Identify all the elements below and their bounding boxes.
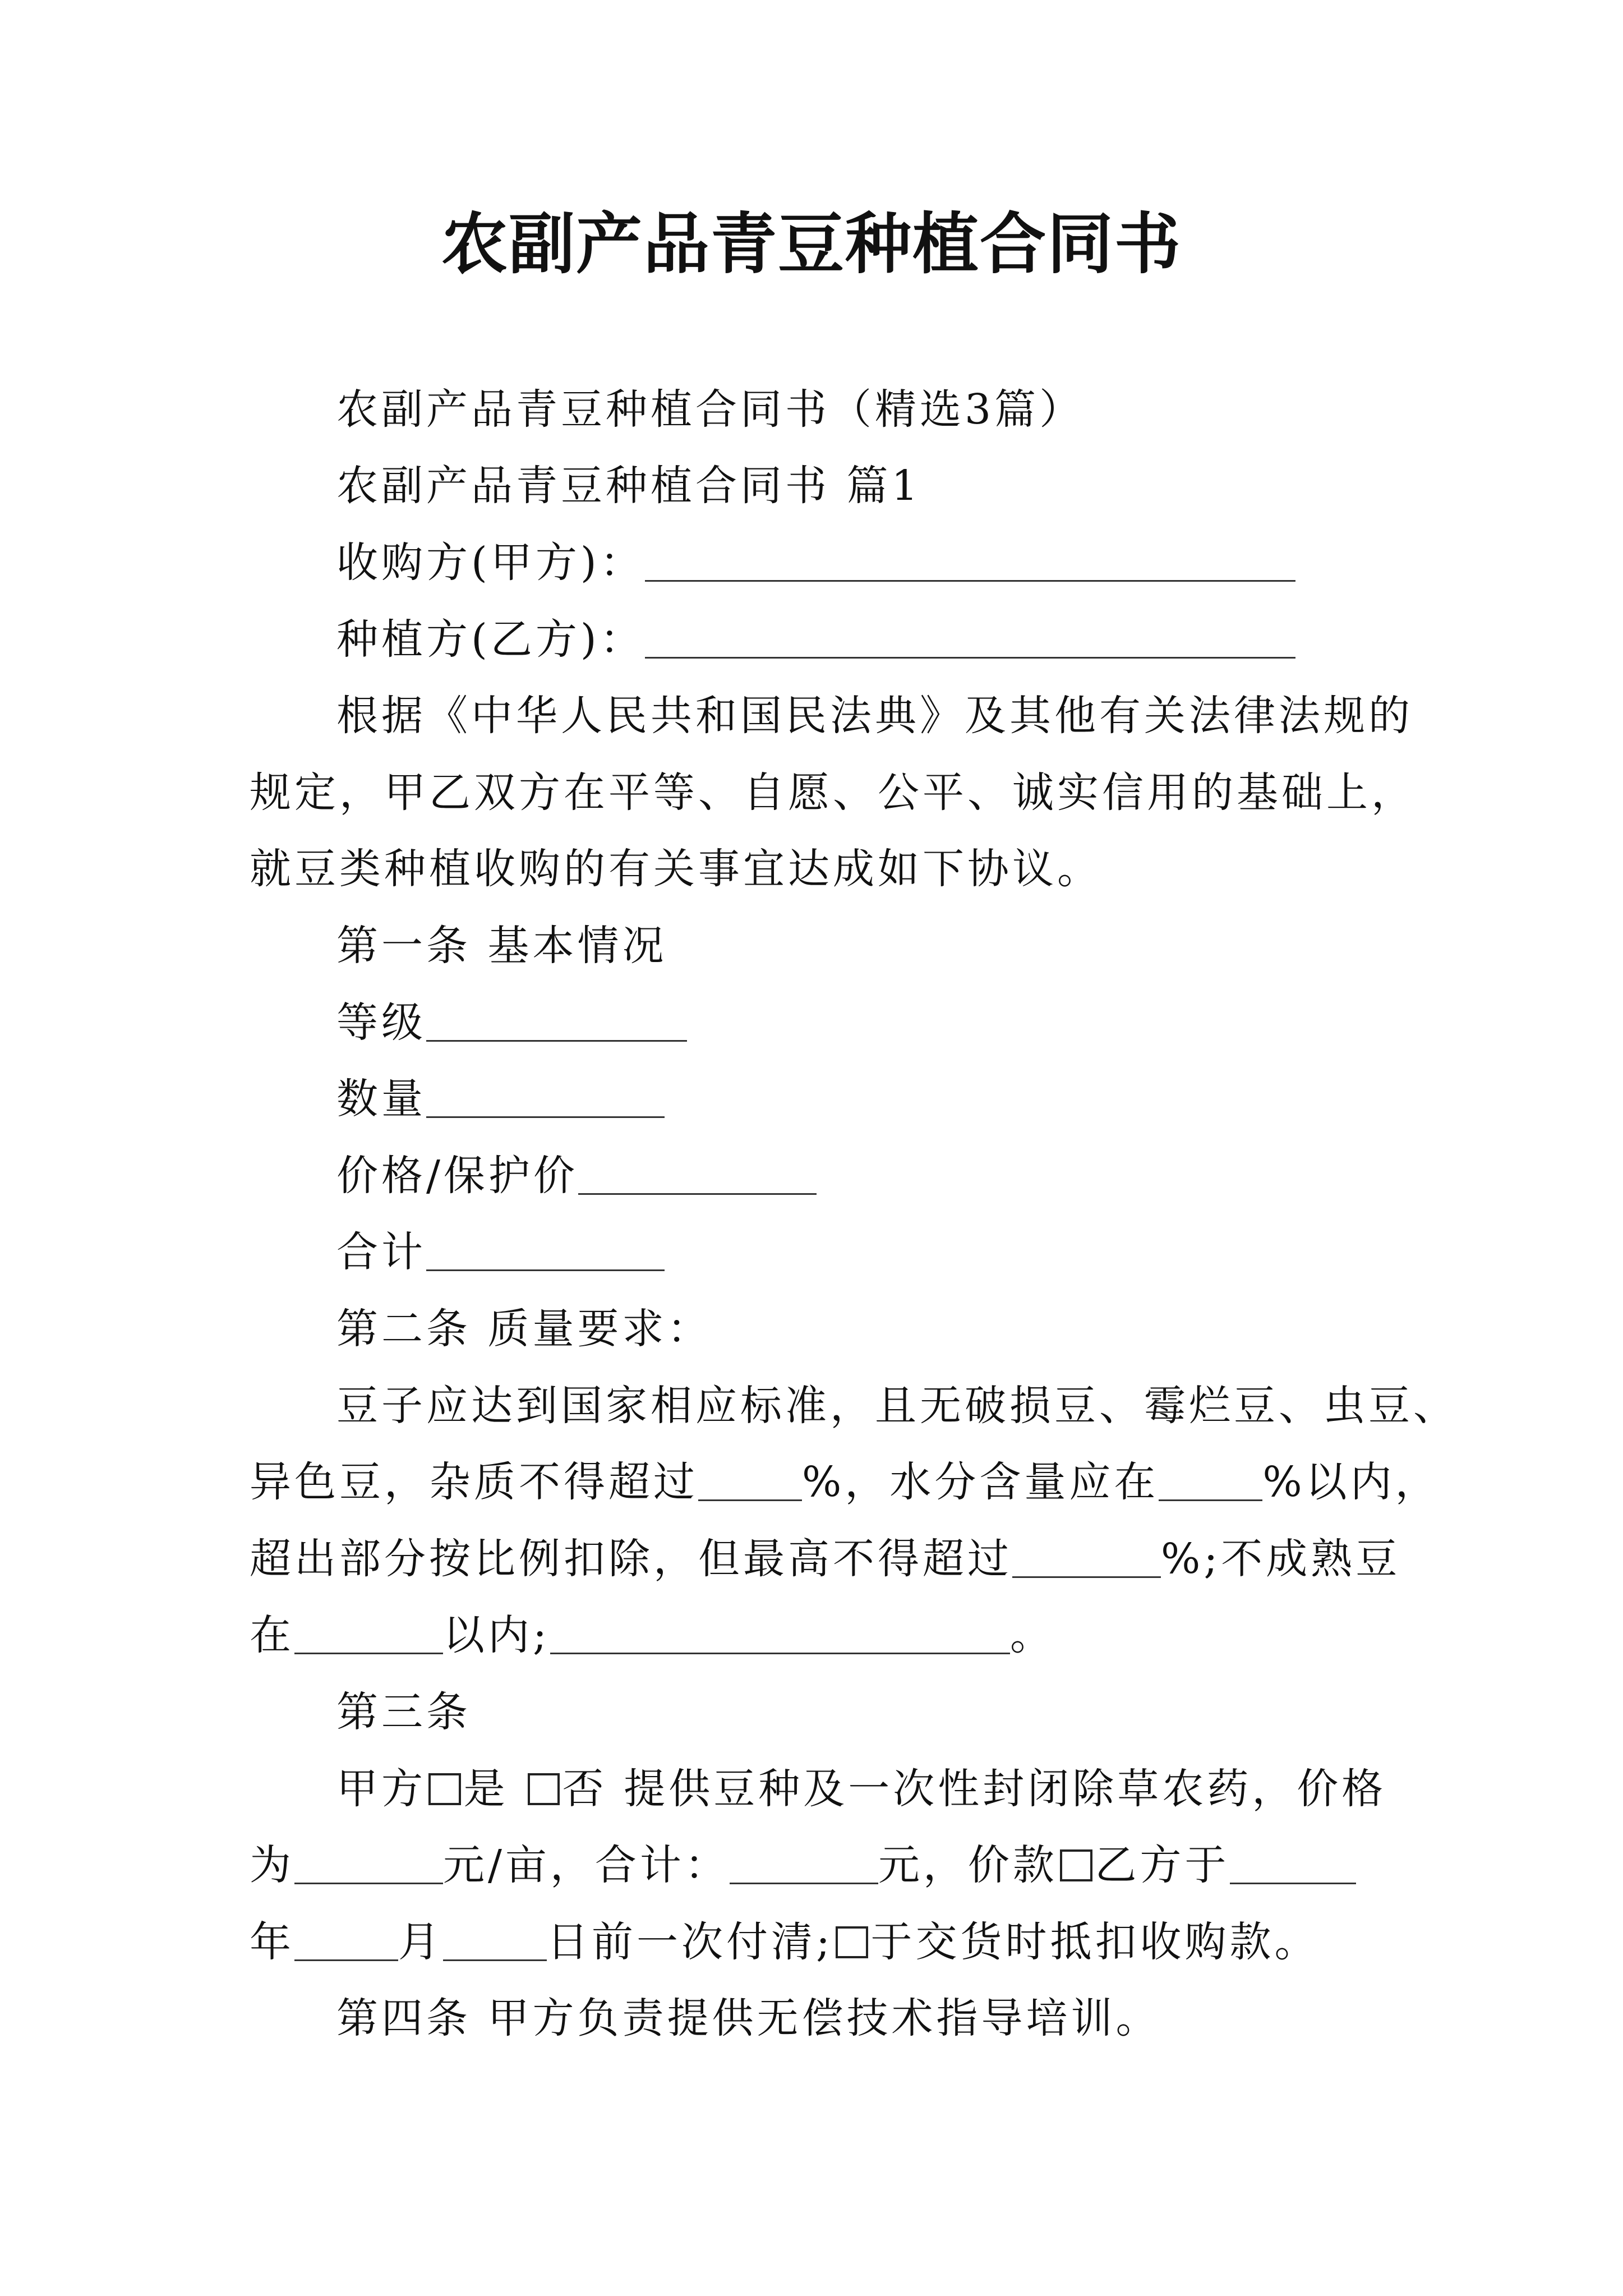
quantity-blank[interactable]: [426, 1077, 665, 1118]
immature-prefix: 在: [250, 1611, 294, 1659]
grade-row: [336, 996, 1486, 1050]
grower-row: [336, 613, 1486, 666]
immature-text: %;不成熟豆: [1161, 1535, 1401, 1583]
document-title: 农副产品青豆种植合同书: [441, 205, 1182, 283]
total-label: 合计: [336, 1228, 426, 1276]
grade-blank[interactable]: [426, 1001, 687, 1042]
max-deduction-blank[interactable]: [1012, 1537, 1161, 1578]
price-prefix: 为: [250, 1841, 294, 1889]
buyer-blank[interactable]: [645, 541, 1295, 582]
quantity-row: [336, 1072, 1486, 1126]
grade-label: 等级: [336, 999, 426, 1047]
deduct-text: 于交货时抵扣收购款。: [870, 1918, 1320, 1966]
price-label: 价格/保护价: [336, 1152, 578, 1200]
part1-heading: 农副产品青豆种植合同书 篇1: [336, 462, 921, 510]
grower-label: 种植方(乙方)：: [336, 615, 645, 664]
article2-line-1: 豆子应达到国家相应标准，且无破损豆、霉烂豆、虫豆、: [336, 1382, 1458, 1430]
other-requirements-blank[interactable]: [550, 1613, 1010, 1654]
yes-label: 是: [463, 1765, 509, 1813]
article3-line-3: [250, 1915, 1399, 1969]
sum-blank[interactable]: [730, 1843, 878, 1884]
grower-blank[interactable]: [645, 618, 1295, 659]
deduct-checkbox[interactable]: [836, 1926, 868, 1959]
month-label: 月: [398, 1918, 443, 1966]
article2-line-2: [250, 1455, 1440, 1509]
moisture-blank[interactable]: [1159, 1460, 1262, 1501]
seed-supply-text: 提供豆种及一次性封闭除草农药，价格: [624, 1765, 1387, 1813]
party-b-text: 乙方于: [1095, 1841, 1230, 1889]
party-a-text: 甲方: [336, 1765, 426, 1813]
pay-before-checkbox[interactable]: [1060, 1849, 1092, 1882]
intro-line-2: 规定，甲乙双方在平等、自愿、公平、诚实信用的基础上，: [250, 769, 1416, 817]
article1-heading: 第一条 基本情况: [336, 922, 667, 970]
intro-line-1: 根据《中华人民共和国民法典》及其他有关法律法规的: [336, 692, 1413, 740]
total-row: [336, 1225, 1486, 1279]
payment-text: 元，价款: [878, 1841, 1058, 1889]
moisture-suffix: %以内，: [1262, 1458, 1440, 1506]
max-deduction-text: 超出部分按比例扣除，但最高不得超过: [250, 1535, 1012, 1583]
price-unit-text: 元/亩，合计：: [443, 1841, 730, 1889]
month-blank[interactable]: [294, 1920, 398, 1961]
total-blank[interactable]: [426, 1230, 665, 1271]
intro-line-3: 就豆类种植收购的有关事宜达成如下协议。: [250, 845, 1102, 893]
article3-line-1: [336, 1762, 1486, 1816]
yes-checkbox[interactable]: [428, 1773, 461, 1806]
impurity-text: 异色豆，杂质不得超过: [250, 1458, 698, 1506]
buyer-label: 收购方(甲方)：: [336, 539, 645, 587]
price-per-mu-blank[interactable]: [294, 1843, 443, 1884]
immature-suffix: 以内;: [443, 1611, 550, 1659]
price-row: [336, 1149, 1486, 1203]
article2-heading: 第二条 质量要求：: [336, 1305, 712, 1353]
subtitle: 农副产品青豆种植合同书（精选3篇）: [336, 385, 1085, 434]
article2-line-3: [250, 1532, 1399, 1586]
year-blank[interactable]: [1230, 1843, 1356, 1884]
article2-line-4: [250, 1608, 1399, 1662]
article4-heading: 第四条 甲方负责提供无偿技术指导培训。: [336, 1994, 1161, 2042]
day-label: 日前一次付清;: [547, 1918, 833, 1966]
year-label: 年: [250, 1918, 294, 1966]
quantity-label: 数量: [336, 1075, 426, 1123]
no-label: 否: [562, 1765, 607, 1813]
buyer-row: [336, 536, 1486, 590]
impurity-blank[interactable]: [698, 1460, 802, 1501]
day-blank[interactable]: [443, 1920, 547, 1961]
no-checkbox[interactable]: [528, 1773, 560, 1806]
period: 。: [1009, 1611, 1055, 1659]
article3-heading: 第三条: [336, 1688, 471, 1736]
immature-blank[interactable]: [294, 1613, 443, 1654]
moisture-text: %，水分含量应在: [802, 1458, 1159, 1506]
article3-line-2: [250, 1838, 1399, 1892]
price-blank[interactable]: [578, 1154, 817, 1195]
